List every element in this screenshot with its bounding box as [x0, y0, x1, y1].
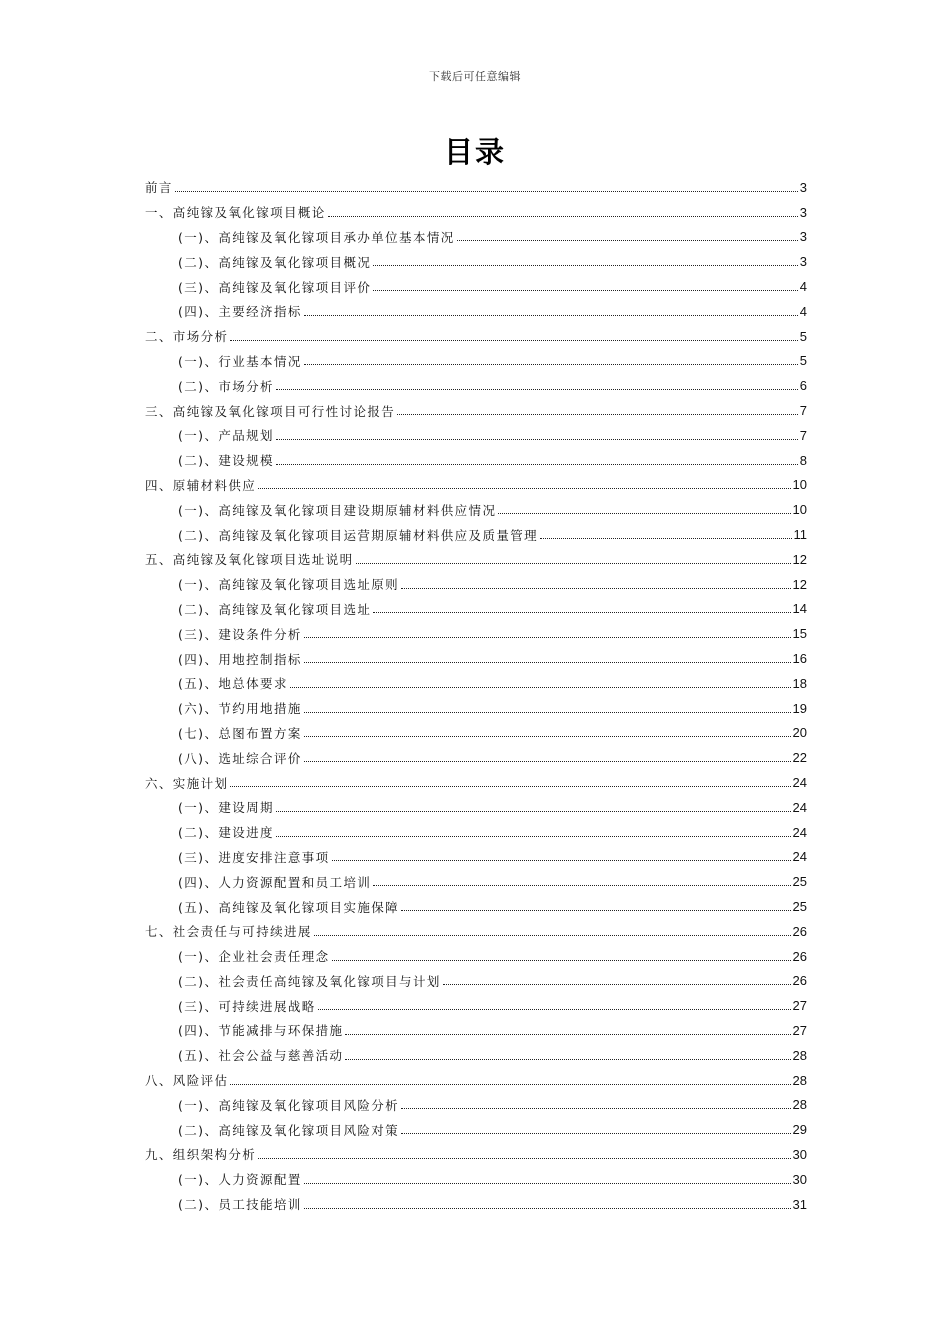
toc-entry-title: (一)、高纯镓及氧化镓项目建设期原辅材料供应情况 [178, 502, 497, 518]
toc-entry[interactable] [145, 621, 807, 646]
toc-entry-page-number: 10 [792, 477, 807, 493]
toc-entry-page-number: 27 [792, 1022, 807, 1038]
toc-entry-page-number: 26 [792, 948, 807, 964]
dot-leader [304, 1182, 791, 1184]
toc-entry-page-number: 24 [792, 799, 807, 815]
toc-entry-title: (一)、高纯镓及氧化镓项目风险分析 [178, 1097, 400, 1113]
dot-leader [304, 760, 791, 762]
toc-entry[interactable] [145, 745, 807, 770]
dot-leader [443, 983, 791, 985]
dot-leader [356, 562, 791, 564]
toc-entry-title: (二)、建设规模 [178, 453, 274, 469]
toc-entry[interactable] [145, 919, 807, 944]
dot-leader [345, 1033, 790, 1035]
toc-entry[interactable] [145, 324, 807, 349]
toc-entry-title: (一)、企业社会责任理念 [178, 949, 330, 965]
toc-entry-page-number: 5 [799, 353, 807, 369]
dot-leader [304, 735, 791, 737]
toc-entry[interactable] [145, 398, 807, 423]
toc-entry[interactable] [145, 1142, 807, 1167]
toc-entry-page-number: 5 [799, 328, 807, 344]
dot-leader [304, 314, 798, 316]
toc-entry-title: 一、高纯镓及氧化镓项目概论 [145, 205, 326, 221]
toc-entry-page-number: 11 [793, 527, 807, 543]
toc-entry-title: 六、实施计划 [145, 775, 229, 791]
toc-entry[interactable] [145, 1092, 807, 1117]
toc-entry[interactable] [145, 1018, 807, 1043]
toc-entry-page-number: 18 [792, 675, 807, 691]
toc-entry[interactable] [145, 993, 807, 1018]
toc-entry[interactable] [145, 770, 807, 795]
toc-entry-title: 二、市场分析 [145, 329, 229, 345]
toc-entry[interactable] [145, 894, 807, 919]
dot-leader [345, 1058, 790, 1060]
toc-entry[interactable] [145, 299, 807, 324]
toc-entry-title: 七、社会责任与可持续进展 [145, 924, 312, 940]
toc-entry-title: 八、风险评估 [145, 1073, 229, 1089]
toc-entry[interactable] [145, 448, 807, 473]
toc-entry[interactable] [145, 1068, 807, 1093]
toc-entry-page-number: 4 [799, 303, 807, 319]
toc-entry[interactable] [145, 696, 807, 721]
toc-entry-page-number: 8 [799, 452, 807, 468]
toc-entry-page-number: 28 [792, 1072, 807, 1088]
toc-entry-title: (一)、产品规划 [178, 428, 274, 444]
dot-leader [230, 785, 790, 787]
toc-entry-title: 九、组织架构分析 [145, 1147, 257, 1163]
toc-entry[interactable] [145, 969, 807, 994]
dot-leader [457, 239, 798, 241]
dot-leader [401, 1107, 790, 1109]
toc-entry-page-number: 20 [792, 725, 807, 741]
toc-entry[interactable] [145, 1167, 807, 1192]
toc-entry[interactable] [145, 721, 807, 746]
toc-entry[interactable] [145, 795, 807, 820]
dot-leader [304, 363, 798, 365]
dot-leader [401, 587, 790, 589]
toc-entry-title: (二)、市场分析 [178, 378, 274, 394]
toc-entry-page-number: 25 [792, 899, 807, 914]
toc-entry-title: (四)、用地控制指标 [178, 651, 302, 667]
toc-entry-page-number: 22 [792, 750, 807, 766]
toc-entry-page-number: 26 [792, 973, 807, 989]
toc-entry[interactable] [145, 572, 807, 597]
toc-entry-page-number: 24 [792, 775, 807, 791]
toc-entry[interactable] [145, 671, 807, 696]
toc-entry[interactable] [145, 547, 807, 572]
toc-entry-title: (三)、进度安排注意事项 [178, 849, 330, 865]
toc-entry-page-number: 12 [792, 551, 807, 567]
dot-leader [230, 1083, 790, 1085]
dot-leader [258, 1157, 790, 1159]
toc-entry-title: (二)、高纯镓及氧化镓项目运营期原辅材料供应及质量管理 [178, 527, 539, 543]
dot-leader [304, 711, 791, 713]
toc-entry[interactable] [145, 200, 807, 225]
toc-entry-title: 三、高纯镓及氧化镓项目可行性讨论报告 [145, 403, 396, 419]
toc-entry[interactable] [145, 473, 807, 498]
toc-entry-title: (六)、节约用地措施 [178, 701, 302, 717]
toc-entry-page-number: 4 [799, 279, 807, 295]
dot-leader [290, 686, 791, 688]
toc-entry-page-number: 24 [792, 824, 807, 840]
toc-entry[interactable] [145, 249, 807, 274]
toc-entry[interactable] [145, 845, 807, 870]
toc-entry-page-number: 7 [799, 403, 807, 419]
toc-entry-page-number: 29 [792, 1122, 807, 1138]
dot-leader [314, 934, 791, 936]
toc-entry-page-number: 28 [792, 1097, 807, 1113]
toc-entry[interactable] [145, 423, 807, 448]
toc-entry-page-number: 30 [792, 1171, 807, 1187]
toc-entry-page-number: 27 [792, 998, 807, 1014]
toc-entry-page-number: 7 [799, 427, 807, 443]
dot-leader [276, 438, 798, 440]
toc-entry-title: (二)、高纯镓及氧化镓项目选址 [178, 601, 372, 617]
toc-entry[interactable] [145, 597, 807, 622]
dot-leader [401, 909, 790, 911]
dot-leader [498, 512, 790, 514]
toc-entry-page-number: 24 [792, 849, 807, 865]
table-of-contents [145, 175, 807, 1216]
toc-entry-title: (二)、员工技能培训 [178, 1197, 302, 1213]
toc-entry-title: (四)、主要经济指标 [178, 304, 302, 320]
toc-entry-title: 前言 [145, 180, 173, 196]
dot-leader [318, 1008, 791, 1010]
dot-leader [304, 661, 791, 663]
toc-entry-page-number: 30 [792, 1146, 807, 1162]
toc-entry[interactable] [145, 869, 807, 894]
dot-leader [304, 1207, 791, 1209]
toc-entry-page-number: 16 [792, 651, 807, 667]
toc-entry-title: (二)、高纯镓及氧化镓项目风险对策 [178, 1122, 400, 1138]
toc-entry[interactable] [145, 944, 807, 969]
toc-entry-title: (一)、高纯镓及氧化镓项目承办单位基本情况 [178, 229, 455, 245]
toc-entry-title: (七)、总图布置方案 [178, 725, 302, 741]
dot-leader [276, 835, 791, 837]
dot-leader [304, 636, 791, 638]
toc-entry-page-number: 3 [799, 179, 807, 195]
toc-entry-title: (一)、人力资源配置 [178, 1172, 302, 1188]
toc-entry-page-number: 6 [799, 378, 807, 394]
toc-entry-title: (一)、行业基本情况 [178, 353, 302, 369]
toc-entry-title: (二)、建设进度 [178, 825, 274, 841]
dot-leader [332, 859, 791, 861]
dot-leader [373, 884, 790, 886]
toc-entry[interactable] [145, 175, 807, 200]
toc-entry[interactable] [145, 225, 807, 250]
dot-leader [401, 1132, 790, 1134]
toc-entry[interactable] [145, 1117, 807, 1142]
toc-entry[interactable] [145, 820, 807, 845]
header-note: 下载后可任意编辑 [429, 70, 521, 83]
toc-entry-page-number: 10 [792, 502, 807, 518]
toc-entry-page-number: 12 [792, 576, 807, 592]
toc-entry[interactable] [145, 497, 807, 522]
toc-entry-title: (一)、建设周期 [178, 800, 274, 816]
toc-entry-page-number: 31 [792, 1196, 807, 1212]
toc-entry-title: (五)、社会公益与慈善活动 [178, 1048, 344, 1064]
toc-entry-title: (四)、人力资源配置和员工培训 [178, 874, 372, 890]
toc-entry-page-number: 25 [792, 874, 807, 890]
toc-entry-title: 四、原辅材料供应 [145, 477, 257, 493]
toc-entry[interactable] [145, 373, 807, 398]
toc-entry-title: (三)、可持续进展战略 [178, 998, 316, 1014]
toc-entry-page-number: 3 [799, 204, 807, 220]
toc-entry-title: (五)、高纯镓及氧化镓项目实施保障 [178, 899, 400, 915]
toc-entry-page-number: 3 [799, 229, 807, 245]
dot-leader [397, 413, 798, 415]
toc-entry-title: (二)、高纯镓及氧化镓项目概况 [178, 254, 372, 270]
toc-entry-title: (二)、社会责任高纯镓及氧化镓项目与计划 [178, 973, 441, 989]
toc-entry-page-number: 3 [799, 254, 807, 270]
dot-leader [328, 215, 798, 217]
dot-leader [276, 463, 798, 465]
dot-leader [332, 959, 791, 961]
toc-entry-title: (三)、高纯镓及氧化镓项目评价 [178, 279, 372, 295]
toc-entry[interactable] [145, 274, 807, 299]
toc-entry[interactable] [145, 646, 807, 671]
dot-leader [276, 388, 798, 390]
toc-entry[interactable] [145, 349, 807, 374]
toc-entry-title: (四)、节能减排与环保措施 [178, 1023, 344, 1039]
dot-leader [373, 289, 798, 291]
toc-entry-page-number: 26 [792, 923, 807, 939]
toc-entry[interactable] [145, 1192, 807, 1217]
toc-entry-title: (八)、选址综合评价 [178, 750, 302, 766]
dot-leader [258, 487, 790, 489]
toc-entry-page-number: 19 [792, 700, 807, 716]
toc-entry-title: (一)、高纯镓及氧化镓项目选址原则 [178, 577, 400, 593]
toc-entry-title: 五、高纯镓及氧化镓项目选址说明 [145, 552, 354, 568]
toc-entry[interactable] [145, 1043, 807, 1068]
dot-leader [373, 611, 790, 613]
dot-leader [175, 190, 798, 192]
toc-entry[interactable] [145, 522, 807, 547]
toc-entry-title: (五)、地总体要求 [178, 676, 288, 692]
dot-leader [540, 537, 791, 539]
toc-entry-page-number: 28 [792, 1047, 807, 1063]
dot-leader [230, 339, 797, 341]
toc-entry-page-number: 15 [792, 626, 807, 642]
page-title: 目录 [443, 135, 506, 169]
toc-entry-title: (三)、建设条件分析 [178, 626, 302, 642]
toc-entry-page-number: 14 [792, 601, 807, 617]
dot-leader [373, 264, 798, 266]
dot-leader [276, 810, 791, 812]
